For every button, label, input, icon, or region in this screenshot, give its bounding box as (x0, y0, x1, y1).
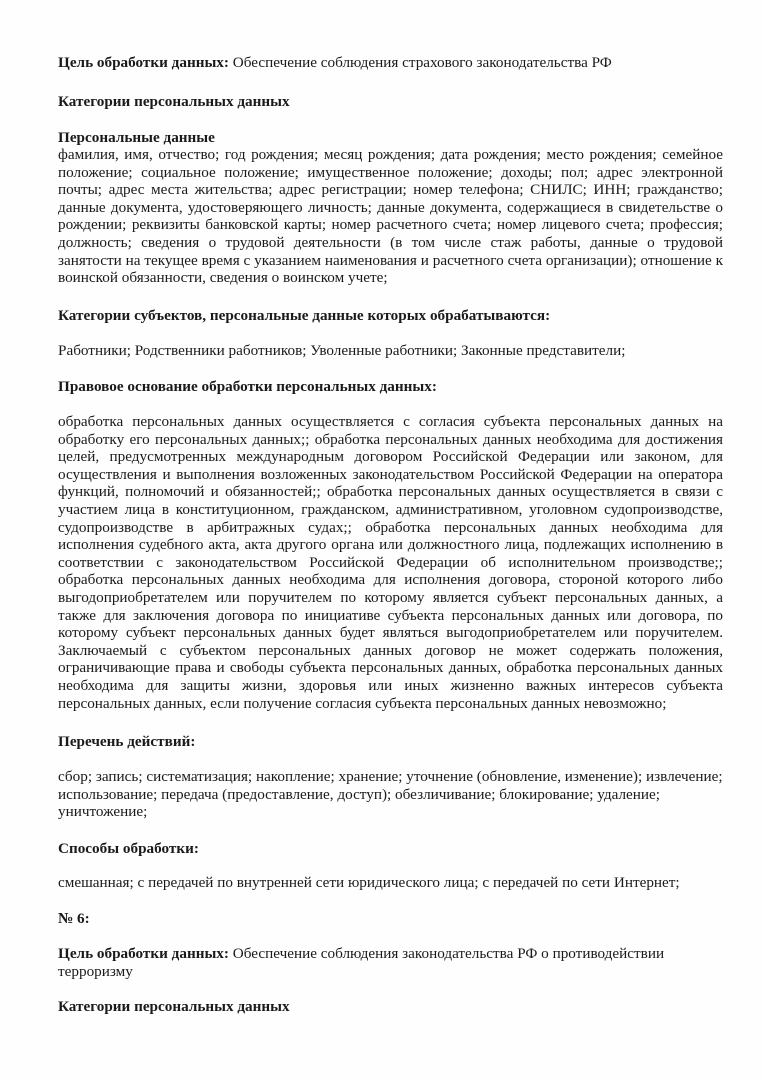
categories-heading-2: Категории персональных данных (58, 998, 290, 1015)
purpose-1-text: Обеспечение соблюдения страхового законодательства РФ (228, 54, 612, 71)
methods-text: смешанная; с передачей по внутренней сети юридического лица; с передачей по сети Интернет; (58, 874, 680, 891)
subjects-heading: Категории субъектов, персональные данные которых обрабатываются: (58, 307, 551, 324)
personal-data-text: фамилия, имя, отчество; год рождения; месяц рождения; дата рождения; место рождения; семейное положение; социальное положение; имущественное положение; доходы; пол; адрес электронной почты; адрес места жительства; адрес регистрации; номер телефона; СНИЛС; ИНН; гражданство; данные документа, удостоверяющего личность; данные документа, содержащиеся в свидетельстве о рождении; реквизиты банковской карты; номер расчетного счета; номер лицевого счета; профессия; должность; сведения о трудовой деятельности (в том числе стаж работы, данные о трудовой занятости на текущее время с указанием наименования и расчетного счета организации); отношение к воинской обязанности, сведения о воинском учете; (58, 146, 723, 287)
legal-basis-heading: Правовое основание обработки персональных данных: (58, 378, 437, 395)
subjects-text: Работники; Родственники работников; Уволенные работники; Законные представители; (58, 342, 626, 359)
methods-heading: Способы обработки: (58, 840, 199, 857)
purpose-2-text: Обеспечение соблюдения законодательства РФ о противодействии терроризму (58, 945, 665, 980)
categories-heading-1: Категории персональных данных (58, 93, 290, 110)
personal-data-heading: Персональные данные (58, 129, 215, 146)
actions-text: сбор; запись; систематизация; накопление; хранение; уточнение (обновление, изменение); извлечение; использование; передача (предоставление, доступ); обезличивание; блокирование; удаление; уничтожение; (58, 768, 723, 821)
purpose-1 (58, 54, 723, 72)
legal-basis-text: обработка персональных данных осуществляется с согласия субъекта персональных данных на обработку его персональных данных;; обработка персональных данных необходима для достижения целей, предусмотренных международным договором Российской Федерации или законом, для осуществления и выполнения возложенных законодательством Российской Федерации на оператора функций, полномочий и обязанностей;; обработка персональных данных осуществляется в связи с участием лица в конституционном, гражданском, административном, уголовном судопроизводстве, судопроизводстве в арбитражных судах;; обработка персональных данных необходима для исполнения судебного акта, акта другого органа или должностного лица, подлежащих исполнению в соответствии с законодательством Российской Федерации об исполнительном производстве;; обработка персональных данных необходима для исполнения договора, стороной которого либо выгодоприобретателем или поручителем по которому является субъект персональных данных, а также для заключения договора по инициативе субъекта персональных данных или договора, по которому субъект персональных данных будет являться выгодоприобретателем или поручителем. Заключаемый с субъектом персональных данных договор не может содержать положения, ограничивающие права и свободы субъекта персональных данных, обработка персональных данных необходима для защиты жизни, здоровья или иных жизненно важных интересов субъекта персональных данных, если получение согласия субъекта персональных данных невозможно; (58, 413, 723, 712)
purpose-2-label: Цель обработки данных: (58, 945, 229, 962)
purpose-2 (58, 945, 723, 980)
actions-heading: Перечень действий: (58, 733, 196, 750)
purpose-1-label: Цель обработки данных: (58, 54, 229, 71)
section-number: № 6: (58, 910, 90, 927)
